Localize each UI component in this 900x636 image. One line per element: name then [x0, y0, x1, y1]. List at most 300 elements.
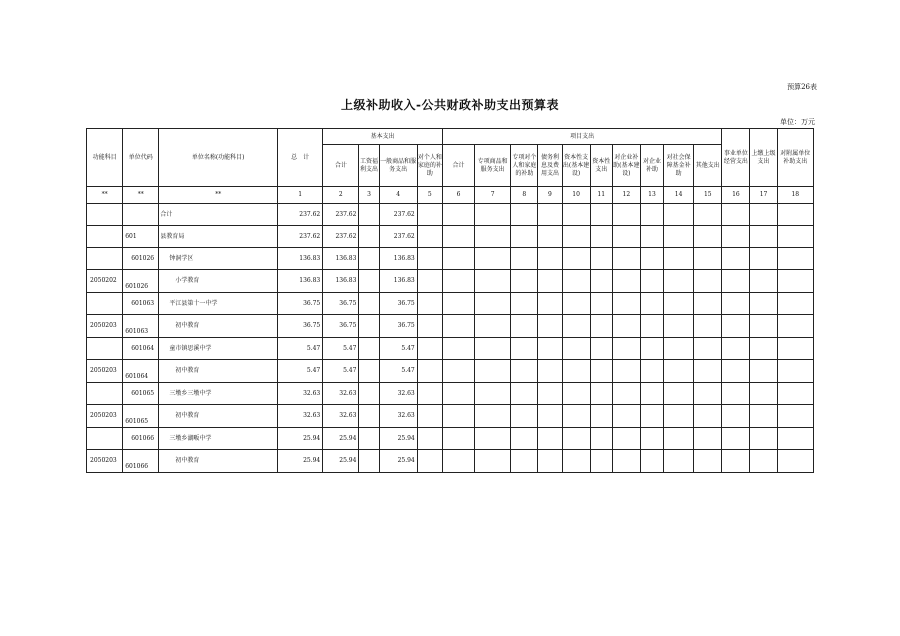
index-cell: 3	[359, 187, 379, 204]
index-cell: 7	[475, 187, 511, 204]
empty-cell	[442, 248, 474, 270]
basic-total-cell: 32.63	[323, 405, 359, 428]
empty-cell	[475, 293, 511, 315]
total-cell: 32.63	[278, 383, 323, 405]
table-row	[87, 405, 814, 428]
unit-name-cell: 合计	[159, 204, 278, 226]
empty-cell	[722, 293, 750, 315]
empty-cell	[417, 405, 442, 428]
empty-cell	[612, 338, 640, 360]
empty-cell	[612, 383, 640, 405]
empty-cell	[511, 226, 538, 248]
unit-name-cell: 县教育局	[159, 226, 278, 248]
header-basic-wage: 工资福利支出	[359, 145, 379, 187]
empty-cell	[750, 383, 777, 405]
table-row	[87, 226, 814, 248]
unit-name-cell: 平江县第十一中学	[159, 293, 278, 315]
empty-cell	[777, 428, 813, 450]
empty-cell	[442, 405, 474, 428]
empty-cell	[511, 293, 538, 315]
empty-cell	[664, 428, 694, 450]
total-cell: 5.47	[278, 360, 323, 383]
empty-cell	[664, 338, 694, 360]
empty-cell	[475, 315, 511, 338]
empty-cell	[562, 338, 590, 360]
total-cell: 25.94	[278, 428, 323, 450]
basic-total-cell: 136.83	[323, 248, 359, 270]
empty-cell	[640, 226, 663, 248]
func-code-cell	[87, 383, 123, 405]
basic-total-cell: 25.94	[323, 428, 359, 450]
empty-cell	[777, 383, 813, 405]
empty-cell	[475, 405, 511, 428]
total-cell: 237.62	[278, 226, 323, 248]
header-upper: 上缴上级支出	[750, 129, 777, 187]
func-code-cell	[87, 428, 123, 450]
func-code-cell: 2050203	[87, 315, 123, 338]
header-unit-name: 单位名称(功能科目)	[159, 129, 278, 187]
empty-cell	[417, 383, 442, 405]
empty-cell	[475, 226, 511, 248]
empty-cell	[750, 450, 777, 473]
basic-goods-cell: 5.47	[379, 338, 417, 360]
total-cell: 237.62	[278, 204, 323, 226]
index-cell: 2	[323, 187, 359, 204]
empty-cell	[777, 248, 813, 270]
empty-cell	[777, 405, 813, 428]
empty-cell	[694, 270, 722, 293]
unit-name-cell: 钟洞学区	[159, 248, 278, 270]
table-row	[87, 248, 814, 270]
empty-cell	[722, 383, 750, 405]
empty-cell	[722, 338, 750, 360]
empty-cell	[612, 293, 640, 315]
index-cell: **	[159, 187, 278, 204]
index-cell: 12	[612, 187, 640, 204]
header-biz: 事业单位经营支出	[722, 129, 750, 187]
basic-wage-cell	[359, 226, 379, 248]
empty-cell	[475, 383, 511, 405]
basic-goods-cell: 237.62	[379, 226, 417, 248]
empty-cell	[750, 360, 777, 383]
empty-cell	[417, 360, 442, 383]
index-cell: **	[87, 187, 123, 204]
total-cell: 5.47	[278, 338, 323, 360]
empty-cell	[511, 383, 538, 405]
basic-goods-cell: 32.63	[379, 405, 417, 428]
empty-cell	[664, 383, 694, 405]
unit-code-cell: 601063	[123, 293, 159, 315]
empty-cell	[664, 270, 694, 293]
empty-cell	[640, 383, 663, 405]
header-func-code: 功能科目	[87, 129, 123, 187]
index-cell: 5	[417, 187, 442, 204]
func-code-cell	[87, 248, 123, 270]
empty-cell	[442, 450, 474, 473]
empty-cell	[562, 428, 590, 450]
unit-code-cell	[123, 204, 159, 226]
total-cell: 136.83	[278, 270, 323, 293]
func-code-cell	[87, 338, 123, 360]
unit-name-cell: 三墩乡湖畈中学	[159, 428, 278, 450]
table-row	[87, 383, 814, 405]
unit-name-cell: 初中教育	[159, 405, 278, 428]
empty-cell	[442, 315, 474, 338]
basic-wage-cell	[359, 360, 379, 383]
empty-cell	[538, 383, 562, 405]
index-cell: 17	[750, 187, 777, 204]
empty-cell	[475, 204, 511, 226]
empty-cell	[417, 315, 442, 338]
empty-cell	[694, 428, 722, 450]
empty-cell	[511, 248, 538, 270]
empty-cell	[562, 226, 590, 248]
unit-code-cell: 601063	[123, 315, 159, 338]
unit-code-cell: 601066	[123, 450, 159, 473]
empty-cell	[590, 248, 612, 270]
empty-cell	[640, 450, 663, 473]
unit-name-cell: 初中教育	[159, 315, 278, 338]
header-project-enterprise-build: 对企业补助(基本建设)	[612, 145, 640, 187]
unit-label: 单位：万元	[780, 118, 815, 126]
empty-cell	[590, 293, 612, 315]
empty-cell	[694, 315, 722, 338]
basic-wage-cell	[359, 248, 379, 270]
empty-cell	[417, 450, 442, 473]
basic-total-cell: 36.75	[323, 293, 359, 315]
empty-cell	[511, 315, 538, 338]
page-title: 上级补助收入-公共财政补助支出预算表	[341, 98, 559, 112]
basic-total-cell: 25.94	[323, 450, 359, 473]
empty-cell	[417, 226, 442, 248]
basic-wage-cell	[359, 293, 379, 315]
empty-cell	[777, 360, 813, 383]
empty-cell	[722, 270, 750, 293]
index-cell: 9	[538, 187, 562, 204]
empty-cell	[612, 428, 640, 450]
empty-cell	[417, 204, 442, 226]
table-row	[87, 360, 814, 383]
basic-goods-cell: 136.83	[379, 248, 417, 270]
empty-cell	[640, 270, 663, 293]
empty-cell	[750, 315, 777, 338]
empty-cell	[750, 428, 777, 450]
empty-cell	[612, 450, 640, 473]
index-cell: 14	[664, 187, 694, 204]
basic-total-cell: 237.62	[323, 204, 359, 226]
total-cell: 32.63	[278, 405, 323, 428]
budget-table	[86, 128, 814, 473]
total-cell: 36.75	[278, 315, 323, 338]
empty-cell	[538, 315, 562, 338]
table-row	[87, 428, 814, 450]
empty-cell	[694, 293, 722, 315]
empty-cell	[511, 450, 538, 473]
header-lower: 对附属单位补助支出	[777, 129, 813, 187]
empty-cell	[511, 428, 538, 450]
header-basic-goods: 一般商品和服务支出	[379, 145, 417, 187]
empty-cell	[750, 248, 777, 270]
empty-cell	[640, 293, 663, 315]
table-row	[87, 338, 814, 360]
empty-cell	[612, 360, 640, 383]
page-code: 预算26表	[787, 83, 817, 91]
unit-code-cell: 601026	[123, 270, 159, 293]
empty-cell	[590, 405, 612, 428]
empty-cell	[694, 450, 722, 473]
header-project-social: 对社会保障基金补助	[664, 145, 694, 187]
empty-cell	[664, 293, 694, 315]
empty-cell	[612, 270, 640, 293]
index-row	[87, 187, 814, 204]
header-basic: 基本支出	[323, 129, 443, 145]
func-code-cell: 2050203	[87, 450, 123, 473]
empty-cell	[562, 450, 590, 473]
basic-total-cell: 136.83	[323, 270, 359, 293]
empty-cell	[590, 204, 612, 226]
basic-total-cell: 237.62	[323, 226, 359, 248]
empty-cell	[777, 204, 813, 226]
empty-cell	[590, 383, 612, 405]
header-project-capital: 资本性支出	[590, 145, 612, 187]
empty-cell	[511, 360, 538, 383]
table-body	[87, 187, 814, 473]
empty-cell	[417, 293, 442, 315]
empty-cell	[475, 338, 511, 360]
index-cell: 1	[278, 187, 323, 204]
empty-cell	[590, 428, 612, 450]
unit-name-cell: 童市镇思溪中学	[159, 338, 278, 360]
empty-cell	[640, 204, 663, 226]
index-cell: 13	[640, 187, 663, 204]
empty-cell	[694, 383, 722, 405]
empty-cell	[590, 315, 612, 338]
header-project-capital-build: 资本性支出(基本建设)	[562, 145, 590, 187]
header-unit-code: 单位代码	[123, 129, 159, 187]
empty-cell	[538, 338, 562, 360]
index-cell: 15	[694, 187, 722, 204]
unit-name-cell: 小学教育	[159, 270, 278, 293]
basic-total-cell: 5.47	[323, 360, 359, 383]
empty-cell	[538, 405, 562, 428]
unit-name-cell: 初中教育	[159, 360, 278, 383]
header-basic-person: 对个人和家庭的补助	[417, 145, 442, 187]
empty-cell	[612, 226, 640, 248]
basic-wage-cell	[359, 450, 379, 473]
total-cell: 136.83	[278, 248, 323, 270]
func-code-cell	[87, 226, 123, 248]
empty-cell	[612, 315, 640, 338]
empty-cell	[750, 293, 777, 315]
func-code-cell: 2050202	[87, 270, 123, 293]
empty-cell	[777, 315, 813, 338]
empty-cell	[612, 204, 640, 226]
table-row	[87, 293, 814, 315]
empty-cell	[664, 360, 694, 383]
basic-wage-cell	[359, 405, 379, 428]
index-cell: 16	[722, 187, 750, 204]
unit-name-cell: 三墩乡三墩中学	[159, 383, 278, 405]
empty-cell	[442, 338, 474, 360]
index-cell: 6	[442, 187, 474, 204]
empty-cell	[777, 338, 813, 360]
unit-code-cell: 601064	[123, 338, 159, 360]
empty-cell	[562, 383, 590, 405]
basic-total-cell: 32.63	[323, 383, 359, 405]
basic-goods-cell: 36.75	[379, 315, 417, 338]
empty-cell	[777, 270, 813, 293]
empty-cell	[722, 428, 750, 450]
empty-cell	[538, 360, 562, 383]
header-project-enterprise: 对企业补助	[640, 145, 663, 187]
header-project-total: 合计	[442, 145, 474, 187]
empty-cell	[442, 293, 474, 315]
empty-cell	[590, 226, 612, 248]
unit-code-cell: 601064	[123, 360, 159, 383]
empty-cell	[694, 405, 722, 428]
empty-cell	[694, 226, 722, 248]
empty-cell	[442, 383, 474, 405]
basic-wage-cell	[359, 315, 379, 338]
basic-total-cell: 36.75	[323, 315, 359, 338]
empty-cell	[590, 450, 612, 473]
empty-cell	[562, 405, 590, 428]
unit-code-cell: 601026	[123, 248, 159, 270]
empty-cell	[511, 204, 538, 226]
empty-cell	[750, 405, 777, 428]
empty-cell	[722, 226, 750, 248]
empty-cell	[562, 360, 590, 383]
empty-cell	[511, 338, 538, 360]
empty-cell	[442, 270, 474, 293]
empty-cell	[475, 270, 511, 293]
basic-goods-cell: 136.83	[379, 270, 417, 293]
empty-cell	[777, 293, 813, 315]
func-code-cell	[87, 204, 123, 226]
empty-cell	[777, 226, 813, 248]
empty-cell	[612, 248, 640, 270]
empty-cell	[562, 248, 590, 270]
empty-cell	[511, 405, 538, 428]
unit-code-cell: 601065	[123, 383, 159, 405]
header-project-goods: 专项商品和服务支出	[475, 145, 511, 187]
empty-cell	[664, 204, 694, 226]
empty-cell	[722, 248, 750, 270]
basic-wage-cell	[359, 428, 379, 450]
empty-cell	[694, 204, 722, 226]
basic-goods-cell: 36.75	[379, 293, 417, 315]
basic-goods-cell: 237.62	[379, 204, 417, 226]
index-cell: 8	[511, 187, 538, 204]
table-row	[87, 450, 814, 473]
empty-cell	[640, 315, 663, 338]
empty-cell	[612, 405, 640, 428]
header-total: 总 计	[278, 129, 323, 187]
basic-goods-cell: 25.94	[379, 428, 417, 450]
empty-cell	[694, 360, 722, 383]
empty-cell	[664, 450, 694, 473]
index-cell: 10	[562, 187, 590, 204]
index-cell: 11	[590, 187, 612, 204]
empty-cell	[538, 450, 562, 473]
index-cell: 4	[379, 187, 417, 204]
unit-code-cell: 601066	[123, 428, 159, 450]
empty-cell	[562, 315, 590, 338]
unit-code-cell: 601065	[123, 405, 159, 428]
unit-code-cell: 601	[123, 226, 159, 248]
table-row	[87, 204, 814, 226]
total-cell: 36.75	[278, 293, 323, 315]
empty-cell	[590, 270, 612, 293]
basic-total-cell: 5.47	[323, 338, 359, 360]
empty-cell	[750, 226, 777, 248]
empty-cell	[562, 293, 590, 315]
empty-cell	[664, 248, 694, 270]
index-cell: **	[123, 187, 159, 204]
empty-cell	[417, 270, 442, 293]
empty-cell	[750, 204, 777, 226]
empty-cell	[722, 315, 750, 338]
basic-goods-cell: 32.63	[379, 383, 417, 405]
header-basic-total: 合计	[323, 145, 359, 187]
empty-cell	[722, 405, 750, 428]
empty-cell	[694, 248, 722, 270]
empty-cell	[562, 204, 590, 226]
total-cell: 25.94	[278, 450, 323, 473]
empty-cell	[750, 270, 777, 293]
empty-cell	[722, 450, 750, 473]
empty-cell	[640, 405, 663, 428]
empty-cell	[538, 270, 562, 293]
header-project-debt: 债务利息及费用支出	[538, 145, 562, 187]
empty-cell	[640, 428, 663, 450]
empty-cell	[722, 360, 750, 383]
empty-cell	[664, 315, 694, 338]
basic-wage-cell	[359, 383, 379, 405]
empty-cell	[417, 428, 442, 450]
basic-wage-cell	[359, 270, 379, 293]
func-code-cell: 2050203	[87, 360, 123, 383]
empty-cell	[475, 428, 511, 450]
empty-cell	[475, 360, 511, 383]
empty-cell	[511, 270, 538, 293]
empty-cell	[417, 248, 442, 270]
empty-cell	[562, 270, 590, 293]
empty-cell	[640, 360, 663, 383]
basic-goods-cell: 5.47	[379, 360, 417, 383]
empty-cell	[640, 338, 663, 360]
empty-cell	[590, 360, 612, 383]
func-code-cell	[87, 293, 123, 315]
empty-cell	[442, 360, 474, 383]
basic-wage-cell	[359, 204, 379, 226]
empty-cell	[442, 428, 474, 450]
empty-cell	[417, 338, 442, 360]
empty-cell	[777, 450, 813, 473]
empty-cell	[475, 450, 511, 473]
empty-cell	[538, 204, 562, 226]
empty-cell	[750, 338, 777, 360]
func-code-cell: 2050203	[87, 405, 123, 428]
empty-cell	[442, 204, 474, 226]
index-cell: 18	[777, 187, 813, 204]
empty-cell	[442, 226, 474, 248]
empty-cell	[664, 405, 694, 428]
basic-goods-cell: 25.94	[379, 450, 417, 473]
empty-cell	[640, 248, 663, 270]
empty-cell	[694, 338, 722, 360]
basic-wage-cell	[359, 338, 379, 360]
